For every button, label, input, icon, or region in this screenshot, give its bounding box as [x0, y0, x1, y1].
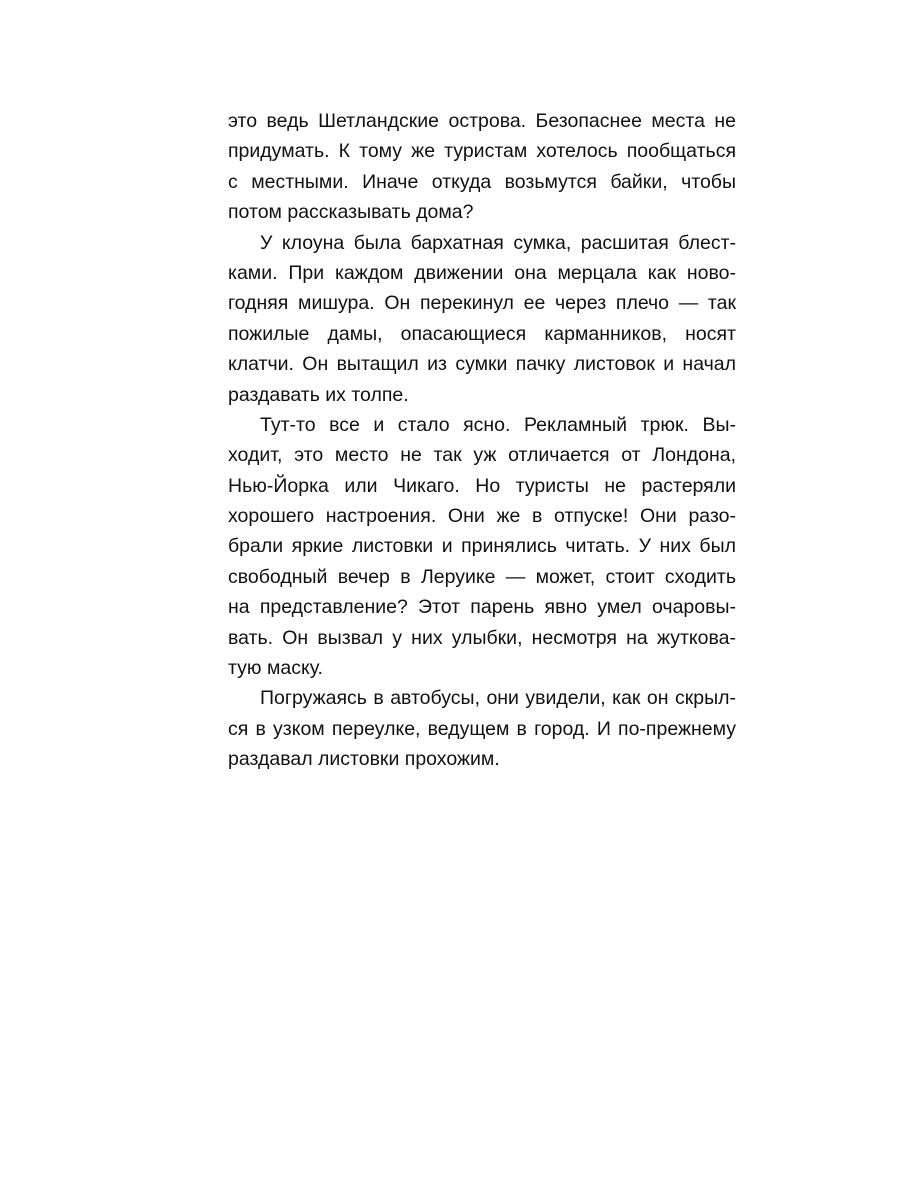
text-line: ками. При каждом движении она мерцала как ново-	[228, 261, 736, 284]
text-line: хорошего настроения. Они же в отпуске! Они разо-	[228, 505, 736, 528]
text-line: вать. Он вызвал у них улыбки, несмотря на жуткова-	[228, 626, 736, 649]
paragraph	[228, 410, 736, 684]
paragraph	[228, 228, 736, 410]
text-line: раздавать их толпе.	[228, 383, 409, 406]
text-line: ходит, это место не так уж отличается от Лондона,	[228, 444, 736, 467]
text-line: придумать. К тому же туристам хотелось пообщаться	[228, 140, 736, 163]
text-line: тую маску.	[228, 657, 323, 680]
text-line: ся в узком переулке, ведущем в город. И по-прежнему	[228, 717, 736, 740]
text-line: Нью-Йорка или Чикаго. Но туристы не растеряли	[228, 474, 736, 497]
text-line: это ведь Шетландские острова. Безопаснее места не	[228, 110, 736, 132]
text-line: клатчи. Он вытащил из сумки пачку листовок и начал	[228, 353, 736, 376]
text-line: У клоуна была бархатная сумка, расшитая блест-	[260, 231, 736, 254]
text-line: годняя мишура. Он перекинул ее через плечо — так	[228, 292, 736, 315]
text-line: свободный вечер в Леруике — может, стоит сходить	[228, 565, 736, 588]
text-line: пожилые дамы, опасающиеся карманников, носят	[228, 322, 736, 345]
text-line: раздавал листовки прохожим.	[228, 748, 500, 771]
text-line: брали яркие листовки и принялись читать. У них был	[228, 535, 736, 558]
text-line: с местными. Иначе откуда возьмутся байки, чтобы	[228, 170, 736, 193]
text-line: Тут-то все и стало ясно. Рекламный трюк. Вы-	[260, 413, 736, 436]
paragraph	[228, 106, 736, 228]
paragraph	[228, 683, 736, 774]
text-line: на представление? Этот парень явно умел очаровы-	[228, 596, 736, 619]
text-line: Погружаясь в автобусы, они увидели, как он скрыл-	[260, 687, 736, 710]
body-text	[228, 106, 736, 775]
text-line: потом рассказывать дома?	[228, 201, 474, 224]
